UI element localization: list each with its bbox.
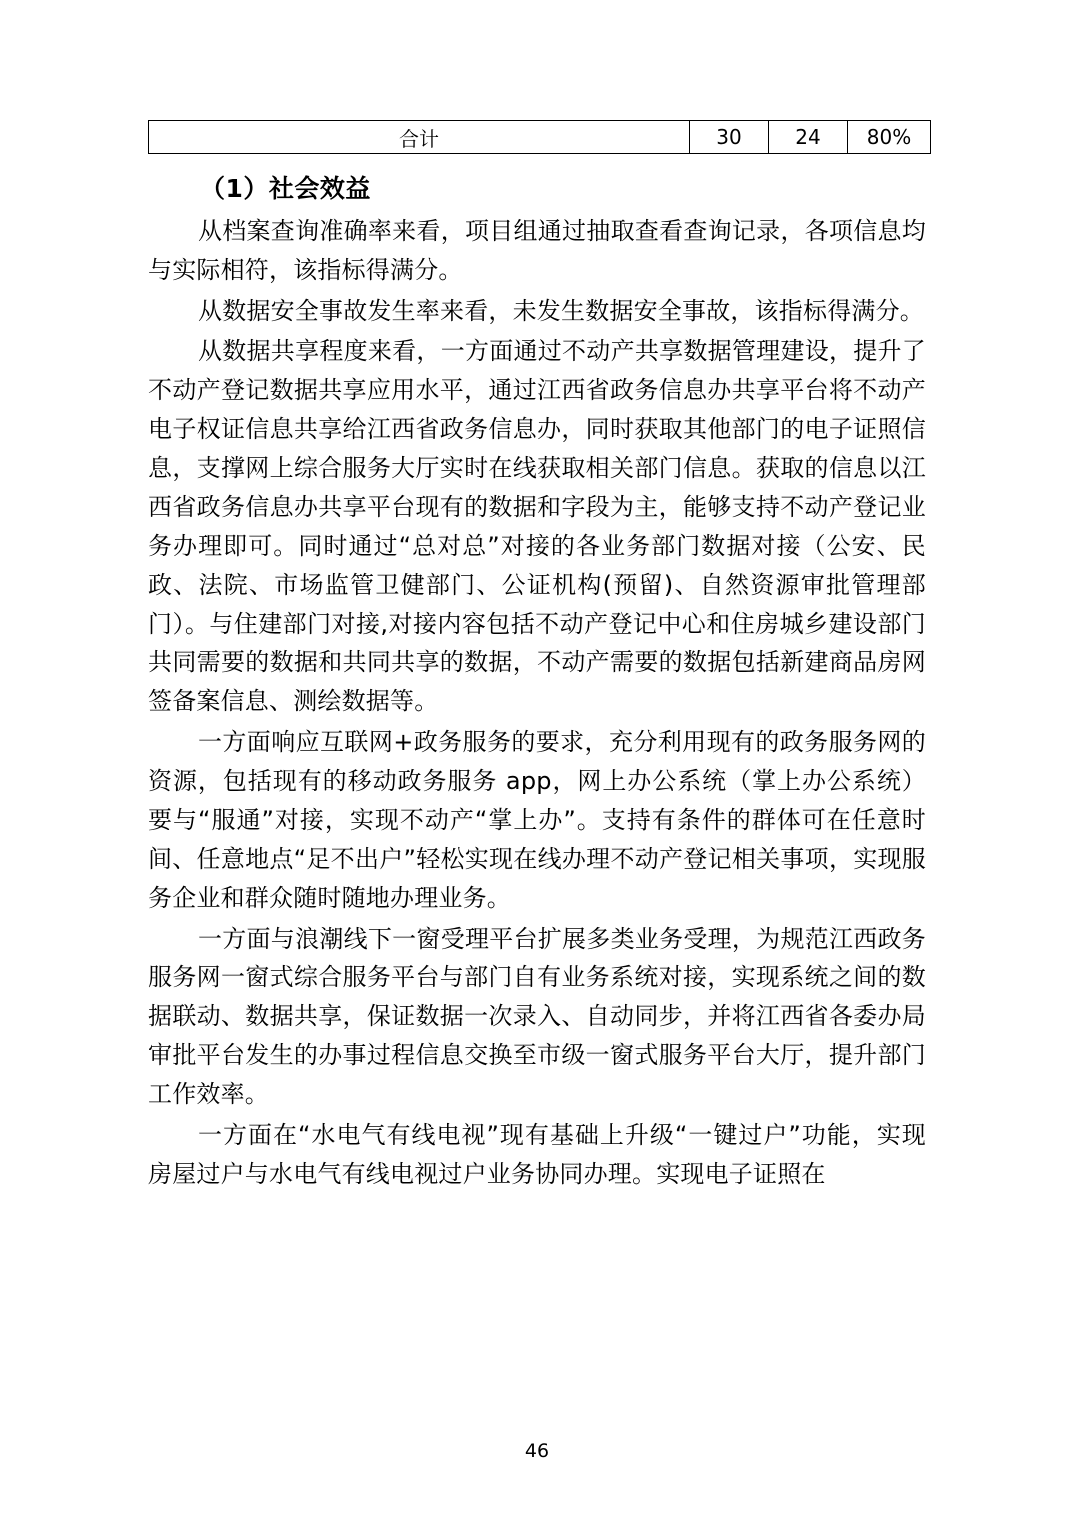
summary-table-wrapper — [148, 120, 926, 154]
table-cell-percent: 80% — [848, 121, 931, 154]
body-paragraph-1: 从档案查询准确率来看，项目组通过抽取查看查询记录，各项信息均与实际相符，该指标得满分。 — [148, 216, 926, 284]
table-cell-label: 合计 — [149, 121, 690, 154]
body-paragraph-3: 从数据共享程度来看，一方面通过不动产共享数据管理建设，提升了不动产登记数据共享应用水平，通过江西省政务信息办共享平台将不动产电子权证信息共享给江西省政务信息办，同时获取其他部门的电子证照信息，支撑网上综合服务大厅实时在线获取相关部门信息。获取的信息以江西省政务信息办共享平台现有的数据和字段为主，能够支持不动产登记业务办理即可。同时通过“总对总”对接的各业务部门数据对接（公安、民政、法院、市场监管卫健部门、公证机构(预留)、自然资源审批管理部门）。与住建部门对接,对接内容包括不动产登记中心和住房城乡建设部门共同需要的数据和共同共享的数据，不动产需要的数据包括新建商品房网签备案信息、测绘数据等。 — [148, 337, 926, 716]
body-paragraph-5: 一方面与浪潮线下一窗受理平台扩展多类业务受理，为规范江西政务服务网一窗式综合服务平台与部门自有业务系统对接，实现系统之间的数据联动、数据共享，保证数据一次录入、自动同步，并将江西省各委办局审批平台发生的办事过程信息交换至市级一窗式服务平台大厅，提升部门工作效率。 — [148, 924, 926, 1108]
summary-table — [148, 120, 931, 154]
body-paragraph-6: 一方面在“水电气有线电视”现有基础上升级“一键过户”功能，实现房屋过户与水电气有线电视过户业务协同办理。实现电子证照在 — [148, 1120, 926, 1188]
table-row — [149, 121, 931, 154]
body-paragraph-2: 从数据安全事故发生率来看，未发生数据安全事故，该指标得满分。 — [198, 296, 924, 325]
table-cell-done: 24 — [769, 121, 848, 154]
body-paragraph-4: 一方面响应互联网+政务服务的要求，充分利用现有的政务服务网的资源，包括现有的移动政务服务 app，网上办公系统（掌上办公系统）要与“服通”对接，实现不动产“掌上办”。支持有条件的群体可在任意时间、任意地点“足不出户”轻松实现在线办理不动产登记相关事项，实现服务企业和群众随时随地办理业务。 — [148, 728, 926, 912]
table-cell-total: 30 — [690, 121, 769, 154]
page-number: 46 — [524, 1440, 550, 1462]
section-heading: （1）社会效益 — [200, 174, 371, 203]
